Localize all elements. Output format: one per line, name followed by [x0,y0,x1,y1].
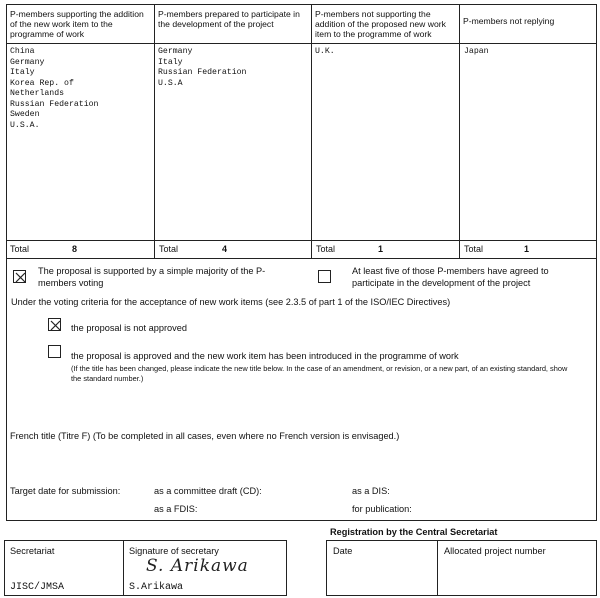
list-item: China [10,47,35,56]
list-item: Sweden [10,110,40,119]
majority-label: The proposal is supported by a simple majority of the P-members voting [38,266,266,288]
five-members-label: At least five of those P-members have agreed to participate in the development of the project [352,266,549,288]
total-not-supporting: 1 [378,244,384,254]
cd-date-field[interactable]: as a committee draft (CD): [154,486,262,496]
target-date-label: Target date for submission: [10,486,121,496]
list-item: U.K. [315,47,335,56]
project-number-field[interactable]: Allocated project number [444,546,546,556]
majority-checkbox[interactable] [13,270,26,283]
approved-label: the proposal is approved and the new work item has been introduced in the programme of work [71,351,459,361]
total-label: Total [10,244,30,254]
total-supporting: 8 [72,244,78,254]
list-item: Italy [158,57,183,67]
total-label: Total [159,244,179,254]
list-item: Germany [158,47,193,56]
list-participating [158,47,246,89]
header-not-replying: P-members not replying [463,16,555,26]
list-not-replying [464,47,489,58]
signature-name: S.Arikawa [129,582,184,593]
list-item: Italy [10,68,35,77]
total-participating: 4 [222,244,228,254]
not-approved-label: the proposal is not approved [71,323,187,333]
signature-label: Signature of secretary [129,546,219,556]
list-item: Netherlands [10,89,65,98]
list-item: Korea Rep. of [10,78,74,88]
approved-checkbox[interactable] [48,345,61,358]
checked-x-icon [49,319,62,332]
dis-date-field[interactable]: as a DIS: [352,486,390,496]
list-supporting [10,47,98,131]
criteria-text: Under the voting criteria for the acceptance of new work items (see 2.3.5 of part 1 of the ISO/IEC Directives) [11,297,451,307]
header-not-supporting: P-members not supporting the addition of the proposed new work item to the programme of work [315,9,446,39]
registration-title: Registration by the Central Secretariat [330,527,498,537]
list-item: Germany [10,57,45,67]
header-participating: P-members prepared to participate in the development of the project [158,9,300,29]
total-label: Total [316,244,336,254]
list-item: Russian Federation [10,99,99,109]
not-approved-checkbox[interactable] [48,318,61,331]
signature-handwritten: S. Arikawa [146,556,249,576]
total-not-replying: 1 [524,244,530,254]
list-item: U.S.A [158,78,183,88]
total-label: Total [464,244,484,254]
list-item: Russian Federation [158,68,247,77]
publication-date-field[interactable]: for publication: [352,504,412,514]
secretariat-value: JISC/JMSA [10,582,65,593]
list-item: U.S.A. [10,120,40,130]
french-title-field[interactable]: French title (Titre F) (To be completed in all cases, even where no French version is envisaged.) [10,431,400,441]
list-item: Japan [464,47,489,56]
fdis-date-field[interactable]: as a FDIS: [154,504,198,514]
secretariat-label: Secretariat [10,546,55,556]
registration-date-field[interactable]: Date [333,546,353,556]
list-not-supporting [315,47,335,58]
checked-x-icon [14,271,27,284]
header-supporting: P-members supporting the addition of the new work item to the programme of work [10,9,144,39]
five-members-checkbox[interactable] [318,270,331,283]
approved-note: (If the title has been changed, please indicate the new title below. In the case of an amendment, or revision, or a new part, of an existing standard, show the standard number.) [71,364,568,383]
